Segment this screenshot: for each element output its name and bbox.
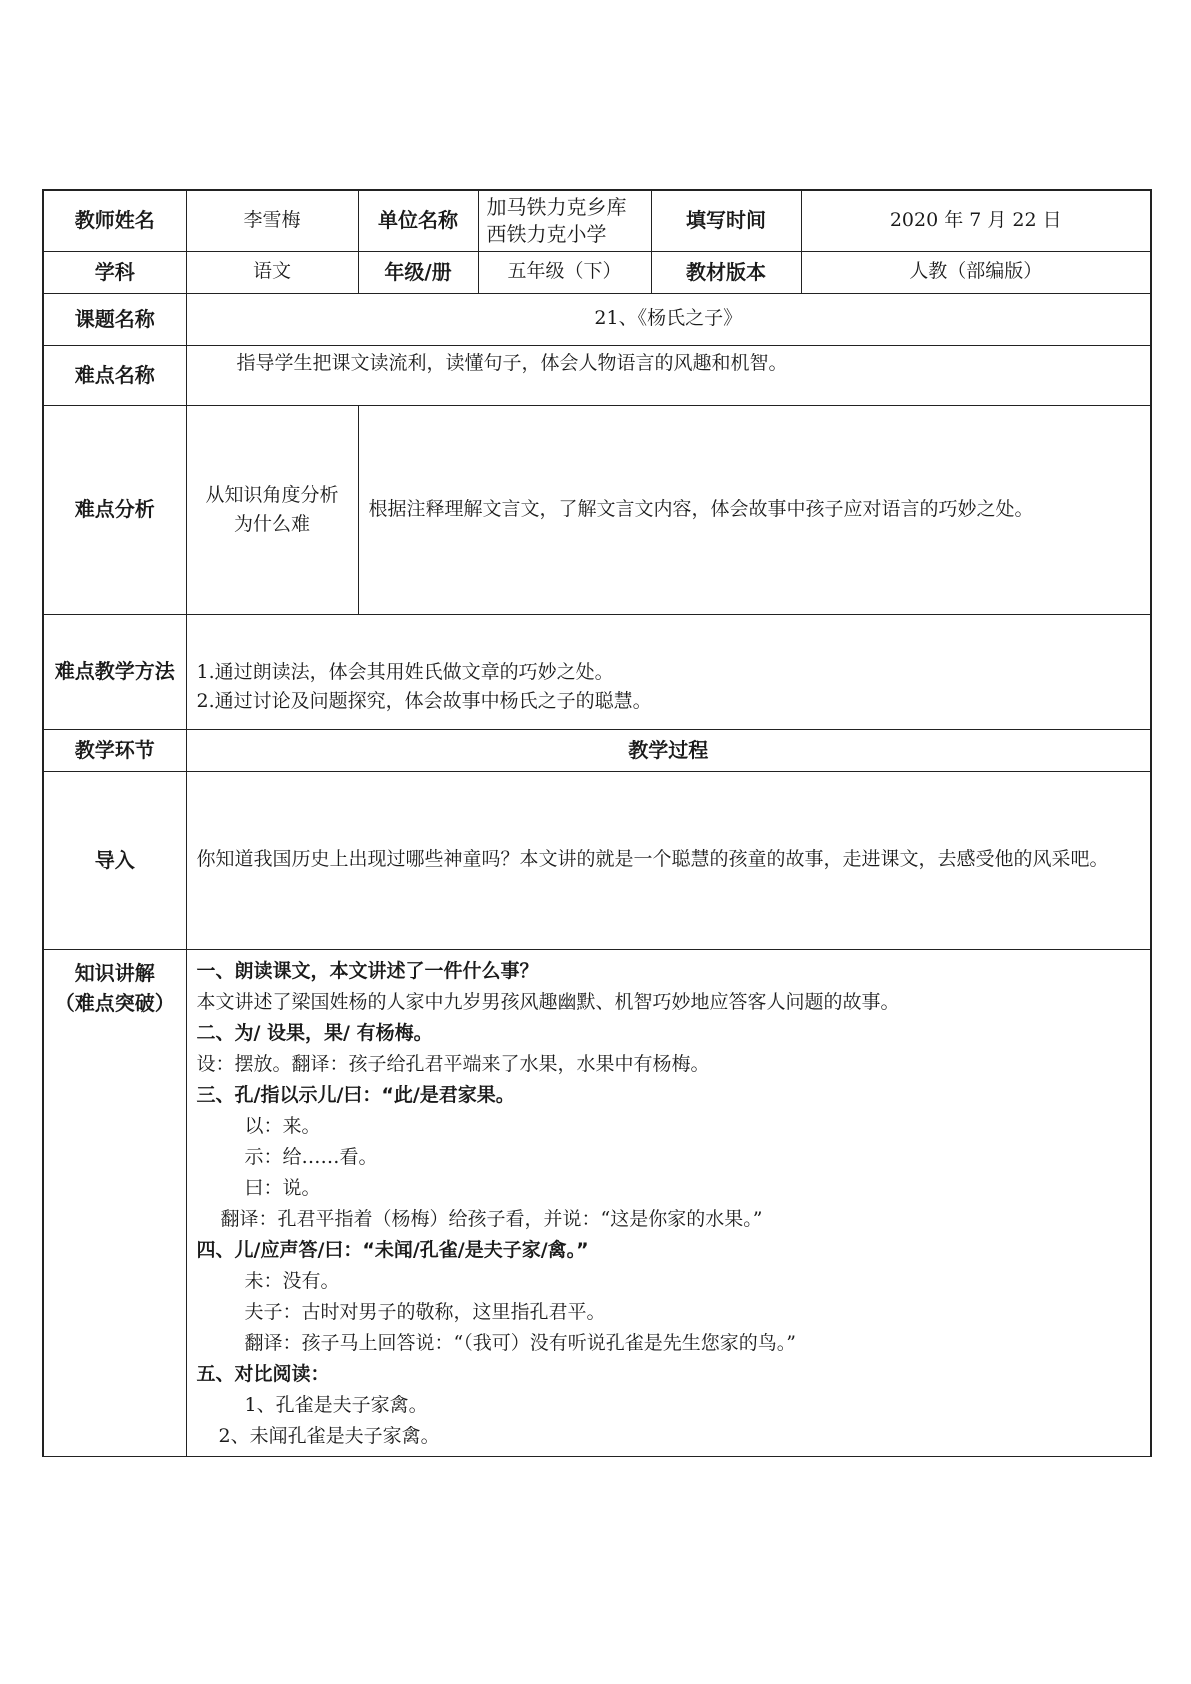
topic-label: 课题名称 bbox=[43, 293, 186, 345]
difficulty-label: 难点名称 bbox=[43, 345, 186, 405]
knowledge-line: 设：摆放。翻译：孩子给孔君平端来了水果，水果中有杨梅。 bbox=[196, 1052, 710, 1075]
intro-label: 导入 bbox=[43, 771, 186, 949]
intro-value: 你知道我国历史上出现过哪些神童吗？本文讲的就是一个聪慧的孩童的故事，走进课文，去感受他的风采吧。 bbox=[186, 771, 1151, 949]
knowledge-line: 夫子：古时对男子的敬称，这里指孔君平。 bbox=[244, 1300, 606, 1323]
analysis-sub-label-line2: 为什么难 bbox=[233, 512, 310, 535]
subject-value: 语文 bbox=[186, 251, 358, 293]
fill-date-label: 填写时间 bbox=[651, 190, 801, 251]
unit-name-line2: 西铁力克小学 bbox=[486, 221, 607, 246]
unit-name-label: 单位名称 bbox=[358, 190, 478, 251]
knowledge-label-line2: （难点突破） bbox=[54, 990, 175, 1015]
fill-date-value: 2020 年 7 月 22 日 bbox=[801, 190, 1151, 251]
edition-value: 人教（部编版） bbox=[801, 251, 1151, 293]
analysis-value: 根据注释理解文言文，了解文言文内容，体会故事中孩子应对语言的巧妙之处。 bbox=[358, 405, 1151, 614]
knowledge-label bbox=[43, 949, 186, 1456]
lesson-plan-table bbox=[42, 189, 1152, 1457]
subject-label: 学科 bbox=[43, 251, 186, 293]
knowledge-line: 翻译：孔君平指着（杨梅）给孩子看，并说：“这是你家的水果。” bbox=[220, 1207, 763, 1230]
knowledge-content bbox=[186, 949, 1151, 1456]
knowledge-line: 本文讲述了梁国姓杨的人家中九岁男孩风趣幽默、机智巧妙地应答客人问题的故事。 bbox=[196, 990, 900, 1013]
knowledge-line: 三、孔/指以示儿/曰：“此/是君家果。 bbox=[196, 1083, 515, 1106]
knowledge-line: 1、孔雀是夫子家禽。 bbox=[244, 1393, 428, 1416]
knowledge-line: 示：给……看。 bbox=[244, 1145, 378, 1168]
knowledge-line: 2、未闻孔雀是夫子家禽。 bbox=[218, 1424, 440, 1447]
analysis-label: 难点分析 bbox=[43, 405, 186, 614]
teacher-name-value: 李雪梅 bbox=[186, 190, 358, 251]
method-line1: 1.通过朗读法，体会其用姓氏做文章的巧妙之处。 bbox=[196, 661, 614, 683]
unit-name-line1: 加马铁力克乡库 bbox=[486, 194, 627, 219]
knowledge-line: 二、为/ 设果，果/ 有杨梅。 bbox=[196, 1021, 433, 1044]
knowledge-line: 翻译：孩子马上回答说：“（我可）没有听说孔雀是先生您家的鸟。” bbox=[244, 1331, 796, 1354]
method-label: 难点教学方法 bbox=[43, 614, 186, 729]
knowledge-line: 五、对比阅读： bbox=[196, 1362, 330, 1385]
method-value bbox=[186, 614, 1151, 729]
analysis-sub-label bbox=[186, 405, 358, 614]
knowledge-line: 曰：说。 bbox=[244, 1176, 321, 1199]
difficulty-value: 指导学生把课文读流利，读懂句子，体会人物语言的风趣和机智。 bbox=[186, 345, 1151, 405]
edition-label: 教材版本 bbox=[651, 251, 801, 293]
teacher-name-label: 教师姓名 bbox=[43, 190, 186, 251]
grade-label: 年级/册 bbox=[358, 251, 478, 293]
method-line2: 2.通过讨论及问题探究，体会故事中杨氏之子的聪慧。 bbox=[196, 689, 652, 712]
knowledge-line: 未：没有。 bbox=[244, 1269, 340, 1292]
knowledge-line: 以：来。 bbox=[244, 1114, 321, 1137]
unit-name-value bbox=[478, 190, 651, 251]
knowledge-label-line1: 知识讲解 bbox=[74, 960, 155, 985]
process-step-label: 教学环节 bbox=[43, 729, 186, 771]
analysis-sub-label-line1: 从知识角度分析 bbox=[205, 484, 339, 506]
lesson-plan-document bbox=[42, 189, 1150, 1457]
process-header-value: 教学过程 bbox=[186, 729, 1151, 771]
topic-value: 21、《杨氏之子》 bbox=[186, 293, 1151, 345]
knowledge-line: 四、儿/应声答/曰：“未闻/孔雀/是夫子家/禽。” bbox=[196, 1238, 589, 1261]
knowledge-line: 一、朗读课文，本文讲述了一件什么事？ bbox=[196, 959, 539, 982]
grade-value: 五年级（下） bbox=[478, 251, 651, 293]
